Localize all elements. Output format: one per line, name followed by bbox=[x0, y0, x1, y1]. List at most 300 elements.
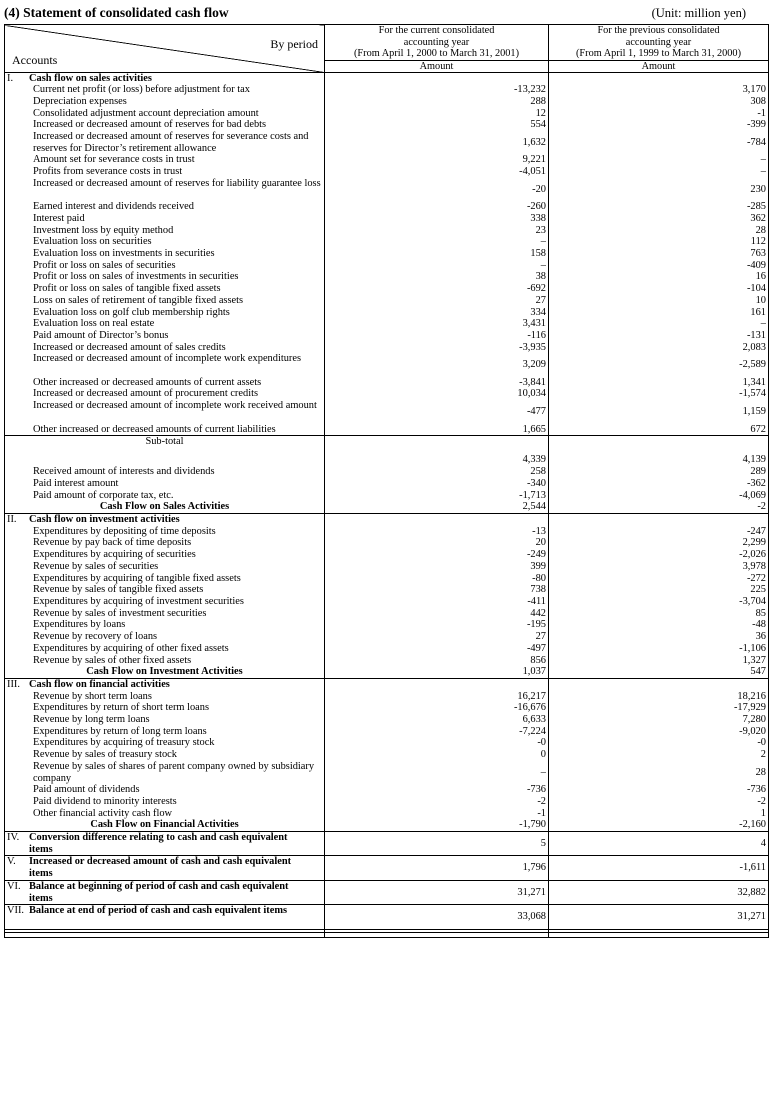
account-cell bbox=[5, 424, 325, 436]
section-number: II. bbox=[7, 514, 17, 526]
previous-amount-cell bbox=[549, 72, 769, 84]
previous-amount-cell: 10 bbox=[549, 295, 769, 307]
summary-row bbox=[5, 905, 769, 929]
previous-period-line-2: accounting year bbox=[625, 36, 692, 48]
previous-amount-cell: 4,139 bbox=[549, 436, 769, 467]
account-cell bbox=[5, 537, 325, 549]
account-label: Revenue by sales of treasury stock bbox=[33, 749, 177, 761]
current-amount-cell bbox=[325, 72, 549, 84]
account-cell bbox=[5, 702, 325, 714]
account-label: Expenditures by acquiring of securities bbox=[33, 549, 196, 561]
line-item-row bbox=[5, 96, 769, 108]
previous-amount-cell: 289 bbox=[549, 466, 769, 478]
previous-amount-cell: -272 bbox=[549, 573, 769, 585]
account-cell bbox=[5, 596, 325, 608]
current-amount-cell: 3,431 bbox=[325, 318, 549, 330]
account-cell bbox=[5, 749, 325, 761]
account-label: Cash Flow on Financial Activities bbox=[90, 819, 239, 831]
previous-amount-cell: 16 bbox=[549, 271, 769, 283]
section-label: Cash flow on financial activities bbox=[29, 678, 170, 690]
previous-period-header bbox=[549, 25, 769, 61]
current-amount-cell: 6,633 bbox=[325, 714, 549, 726]
previous-period-line-3: (From April 1, 1999 to March 31, 2000) bbox=[575, 48, 742, 59]
account-label: Expenditures by acquiring of tangible fixed assets bbox=[33, 572, 241, 584]
account-cell bbox=[5, 678, 325, 690]
summary-number: VII. bbox=[7, 905, 25, 917]
subtotal-row bbox=[5, 436, 769, 467]
current-amount-cell: -3,841 bbox=[325, 377, 549, 389]
current-amount-cell: – bbox=[325, 260, 549, 272]
account-label: Interest paid bbox=[33, 212, 85, 224]
account-label: Investment loss by equity method bbox=[33, 224, 174, 236]
account-cell bbox=[5, 726, 325, 738]
previous-amount-cell: 362 bbox=[549, 213, 769, 225]
account-label: Evaluation loss on securities bbox=[33, 236, 152, 248]
line-item-row bbox=[5, 201, 769, 213]
account-cell bbox=[5, 213, 325, 225]
account-label: Increased or decreased amount of incomplete work expenditures bbox=[33, 353, 302, 365]
account-label: Depreciation expenses bbox=[33, 95, 127, 107]
previous-amount-cell: – bbox=[549, 318, 769, 330]
account-label: Expenditures by return of long term loans bbox=[33, 725, 207, 737]
account-cell bbox=[5, 248, 325, 260]
previous-amount-cell: 112 bbox=[549, 236, 769, 248]
account-cell bbox=[5, 643, 325, 655]
current-amount-cell bbox=[325, 678, 549, 690]
previous-period-line-1: For the previous consolidated bbox=[597, 25, 720, 36]
line-item-row bbox=[5, 295, 769, 307]
line-item-row bbox=[5, 608, 769, 620]
header-row bbox=[5, 25, 769, 61]
accounts-label: Accounts bbox=[12, 53, 58, 67]
account-cell bbox=[5, 342, 325, 354]
current-amount-cell: 258 bbox=[325, 466, 549, 478]
account-label: Revenue by sales of tangible fixed assets bbox=[33, 584, 204, 596]
current-amount-cell: -13,232 bbox=[325, 84, 549, 96]
summary-row bbox=[5, 880, 769, 904]
account-label: Expenditures by acquiring of investment securities bbox=[33, 595, 244, 607]
account-label: Paid amount of dividends bbox=[33, 784, 140, 796]
current-amount-cell: 399 bbox=[325, 561, 549, 573]
current-amount-cell: 442 bbox=[325, 608, 549, 620]
current-amount-cell: -13 bbox=[325, 526, 549, 538]
current-amount-cell: -3,935 bbox=[325, 342, 549, 354]
account-cell bbox=[5, 154, 325, 166]
current-amount-cell: -116 bbox=[325, 330, 549, 342]
current-amount-cell: -4,051 bbox=[325, 166, 549, 178]
account-label: Revenue by sales of shares of parent company owned by subsidiary company bbox=[33, 760, 315, 784]
account-cell bbox=[5, 388, 325, 400]
account-label: Paid amount of Director’s bonus bbox=[33, 329, 169, 341]
current-amount-cell: -1 bbox=[325, 808, 549, 820]
section-total-row bbox=[5, 501, 769, 513]
line-item-row bbox=[5, 131, 769, 154]
closing-rule-row bbox=[5, 932, 769, 937]
current-amount-cell: -692 bbox=[325, 283, 549, 295]
account-cell bbox=[5, 561, 325, 573]
section-heading-row bbox=[5, 514, 769, 526]
current-amount-cell: 3,209 bbox=[325, 353, 549, 376]
account-label: Evaluation loss on investments in securities bbox=[33, 248, 215, 260]
line-item-row bbox=[5, 178, 769, 201]
current-amount-cell: 27 bbox=[325, 631, 549, 643]
title-row bbox=[4, 5, 774, 21]
current-amount-cell: 1,796 bbox=[325, 856, 549, 880]
account-label: Paid amount of corporate tax, etc. bbox=[33, 489, 174, 501]
summary-label: Balance at beginning of period of cash and cash equivalent items bbox=[29, 880, 289, 904]
account-cell bbox=[5, 796, 325, 808]
account-cell bbox=[5, 96, 325, 108]
previous-amount-cell: -247 bbox=[549, 526, 769, 538]
previous-amount-cell: -736 bbox=[549, 784, 769, 796]
section-heading-row bbox=[5, 678, 769, 690]
current-amount-cell: -7,224 bbox=[325, 726, 549, 738]
previous-amount-cell: -1 bbox=[549, 108, 769, 120]
account-label: Expenditures by loans bbox=[33, 619, 126, 631]
account-label: Evaluation loss on real estate bbox=[33, 318, 155, 330]
account-cell bbox=[5, 655, 325, 667]
previous-amount-cell: 1,327 bbox=[549, 655, 769, 667]
line-item-row bbox=[5, 490, 769, 502]
previous-amount-cell: -3,704 bbox=[549, 596, 769, 608]
section-total-row bbox=[5, 819, 769, 831]
line-item-row bbox=[5, 726, 769, 738]
line-item-row bbox=[5, 596, 769, 608]
current-amount-cell: -249 bbox=[325, 549, 549, 561]
current-amount-cell: 2,544 bbox=[325, 501, 549, 513]
account-cell bbox=[5, 584, 325, 596]
account-cell bbox=[5, 808, 325, 820]
previous-amount-cell: -399 bbox=[549, 119, 769, 131]
account-cell bbox=[5, 330, 325, 342]
line-item-row bbox=[5, 808, 769, 820]
previous-amount-cell: -9,020 bbox=[549, 726, 769, 738]
previous-amount-cell: 3,978 bbox=[549, 561, 769, 573]
previous-amount-cell: – bbox=[549, 154, 769, 166]
current-amount-cell: -477 bbox=[325, 400, 549, 423]
current-amount-cell: 1,665 bbox=[325, 424, 549, 436]
account-label: Profit or loss on sales of securities bbox=[33, 259, 176, 271]
account-cell bbox=[5, 478, 325, 490]
account-cell bbox=[5, 260, 325, 272]
account-cell bbox=[5, 131, 325, 154]
account-cell bbox=[5, 400, 325, 423]
current-amount-cell: -2 bbox=[325, 796, 549, 808]
current-amount-cell: 1,632 bbox=[325, 131, 549, 154]
current-amount-cell: 158 bbox=[325, 248, 549, 260]
account-cell bbox=[5, 353, 325, 376]
account-cell bbox=[5, 737, 325, 749]
account-cell bbox=[5, 832, 325, 856]
previous-amount-cell: 2 bbox=[549, 749, 769, 761]
line-item-row bbox=[5, 283, 769, 295]
line-item-row bbox=[5, 749, 769, 761]
account-cell bbox=[5, 619, 325, 631]
account-cell bbox=[5, 307, 325, 319]
current-amount-cell: -1,713 bbox=[325, 490, 549, 502]
previous-amount-cell: 85 bbox=[549, 608, 769, 620]
current-amount-cell: -16,676 bbox=[325, 702, 549, 714]
line-item-row bbox=[5, 537, 769, 549]
account-cell bbox=[5, 295, 325, 307]
account-label: Revenue by long term loans bbox=[33, 714, 150, 726]
current-amount-cell: 38 bbox=[325, 271, 549, 283]
section-label: Cash flow on investment activities bbox=[29, 514, 180, 526]
account-cell bbox=[5, 119, 325, 131]
account-cell bbox=[5, 236, 325, 248]
account-label: Expenditures by return of short term loans bbox=[33, 702, 210, 714]
previous-amount-cell bbox=[549, 514, 769, 526]
line-item-row bbox=[5, 248, 769, 260]
summary-number: IV. bbox=[7, 832, 20, 844]
account-cell bbox=[5, 201, 325, 213]
previous-amount-cell: 672 bbox=[549, 424, 769, 436]
line-item-row bbox=[5, 166, 769, 178]
summary-number: VI. bbox=[7, 880, 21, 892]
current-amount-cell: -80 bbox=[325, 573, 549, 585]
account-cell bbox=[5, 436, 325, 467]
line-item-row bbox=[5, 466, 769, 478]
summary-row bbox=[5, 856, 769, 880]
previous-amount-cell: 28 bbox=[549, 225, 769, 237]
current-amount-cell: 5 bbox=[325, 832, 549, 856]
previous-amount-cell: -2,026 bbox=[549, 549, 769, 561]
current-period-line-2: accounting year bbox=[403, 36, 470, 48]
previous-amount-cell: – bbox=[549, 166, 769, 178]
account-label: Increased or decreased amount of reserves for bad debts bbox=[33, 119, 267, 131]
current-amount-cell: -340 bbox=[325, 478, 549, 490]
account-label: Loss on sales of retirement of tangible fixed assets bbox=[33, 294, 244, 306]
account-label: Increased or decreased amount of incomplete work received amount bbox=[33, 400, 317, 412]
section-total-row bbox=[5, 666, 769, 678]
account-label: Profit or loss on sales of tangible fixed assets bbox=[33, 283, 221, 295]
current-amount-cell: -195 bbox=[325, 619, 549, 631]
account-label: Other increased or decreased amounts of current liabilities bbox=[33, 423, 276, 435]
account-cell bbox=[5, 714, 325, 726]
account-cell bbox=[5, 178, 325, 201]
account-cell bbox=[5, 271, 325, 283]
account-label: Revenue by sales of securities bbox=[33, 560, 159, 572]
account-cell bbox=[5, 514, 325, 526]
previous-amount-cell: -1,611 bbox=[549, 856, 769, 880]
previous-amount-cell: -104 bbox=[549, 283, 769, 295]
account-cell bbox=[5, 108, 325, 120]
previous-amount-cell: -48 bbox=[549, 619, 769, 631]
account-label: Evaluation loss on golf club membership rights bbox=[33, 306, 230, 318]
account-label: Revenue by short term loans bbox=[33, 690, 152, 702]
section-label: Cash flow on sales activities bbox=[29, 72, 152, 84]
section-number: III. bbox=[7, 678, 20, 690]
current-amount-cell: -20 bbox=[325, 178, 549, 201]
account-cell bbox=[5, 466, 325, 478]
current-amount-cell: 4,339 bbox=[325, 436, 549, 467]
current-amount-cell: -736 bbox=[325, 784, 549, 796]
closing-rule-cell bbox=[549, 932, 769, 937]
account-cell bbox=[5, 377, 325, 389]
account-label: Revenue by sales of investment securities bbox=[33, 607, 207, 619]
current-amount-cell: 31,271 bbox=[325, 880, 549, 904]
current-amount-cell: 288 bbox=[325, 96, 549, 108]
line-item-row bbox=[5, 761, 769, 784]
previous-amount-cell: 225 bbox=[549, 584, 769, 596]
current-period-line-3: (From April 1, 2000 to March 31, 2001) bbox=[353, 48, 520, 59]
previous-amount-cell: -2,589 bbox=[549, 353, 769, 376]
previous-amount-cell: 4 bbox=[549, 832, 769, 856]
line-item-row bbox=[5, 154, 769, 166]
previous-amount-cell: 2,083 bbox=[549, 342, 769, 354]
previous-amount-header: Amount bbox=[549, 60, 769, 72]
previous-amount-cell: -2,160 bbox=[549, 819, 769, 831]
line-item-row bbox=[5, 342, 769, 354]
by-period-label: By period bbox=[270, 37, 318, 51]
closing-rule-cell bbox=[5, 932, 325, 937]
account-cell bbox=[5, 526, 325, 538]
line-item-row bbox=[5, 271, 769, 283]
account-cell bbox=[5, 501, 325, 513]
section-heading-row bbox=[5, 72, 769, 84]
current-amount-cell: 338 bbox=[325, 213, 549, 225]
previous-amount-cell: -131 bbox=[549, 330, 769, 342]
previous-amount-cell: 28 bbox=[549, 761, 769, 784]
line-item-row bbox=[5, 84, 769, 96]
previous-amount-cell: 36 bbox=[549, 631, 769, 643]
accounts-header-cell bbox=[5, 25, 325, 73]
current-amount-cell: 27 bbox=[325, 295, 549, 307]
previous-amount-cell: 2,299 bbox=[549, 537, 769, 549]
line-item-row bbox=[5, 737, 769, 749]
current-amount-cell: 16,217 bbox=[325, 691, 549, 703]
previous-amount-cell: -2 bbox=[549, 796, 769, 808]
account-label: Paid dividend to minority interests bbox=[33, 795, 177, 807]
previous-amount-cell: -0 bbox=[549, 737, 769, 749]
account-label: Other financial activity cash flow bbox=[33, 807, 173, 819]
line-item-row bbox=[5, 119, 769, 131]
previous-amount-cell: -409 bbox=[549, 260, 769, 272]
line-item-row bbox=[5, 353, 769, 376]
current-amount-cell: – bbox=[325, 761, 549, 784]
line-item-row bbox=[5, 213, 769, 225]
line-item-row bbox=[5, 377, 769, 389]
account-cell bbox=[5, 225, 325, 237]
previous-amount-cell: 161 bbox=[549, 307, 769, 319]
current-amount-cell: – bbox=[325, 236, 549, 248]
line-item-row bbox=[5, 561, 769, 573]
account-label: Revenue by pay back of time deposits bbox=[33, 537, 192, 549]
current-period-line-1: For the current consolidated bbox=[378, 25, 495, 36]
previous-amount-cell: -2 bbox=[549, 501, 769, 513]
current-amount-cell: 554 bbox=[325, 119, 549, 131]
previous-amount-cell: 1 bbox=[549, 808, 769, 820]
summary-row bbox=[5, 832, 769, 856]
current-amount-header: Amount bbox=[325, 60, 549, 72]
line-item-row bbox=[5, 526, 769, 538]
account-label: Increased or decreased amount of procurement credits bbox=[33, 388, 259, 400]
previous-amount-cell: -1,106 bbox=[549, 643, 769, 655]
current-amount-cell: 856 bbox=[325, 655, 549, 667]
line-item-row bbox=[5, 784, 769, 796]
previous-amount-cell: 32,882 bbox=[549, 880, 769, 904]
account-label: Consolidated adjustment account depreciation amount bbox=[33, 107, 259, 119]
account-label: Profits from severance costs in trust bbox=[33, 166, 183, 178]
account-label: Paid interest amount bbox=[33, 477, 119, 489]
account-label: Expenditures by acquiring of treasury stock bbox=[33, 737, 215, 749]
current-amount-cell: 23 bbox=[325, 225, 549, 237]
line-item-row bbox=[5, 796, 769, 808]
account-label: Amount set for severance costs in trust bbox=[33, 154, 195, 166]
account-cell bbox=[5, 819, 325, 831]
previous-amount-cell: 3,170 bbox=[549, 84, 769, 96]
line-item-row bbox=[5, 318, 769, 330]
account-label: Earned interest and dividends received bbox=[33, 201, 194, 213]
account-cell bbox=[5, 608, 325, 620]
account-label: Increased or decreased amount of reserves for liability guarantee loss bbox=[33, 177, 321, 189]
account-cell bbox=[5, 761, 325, 784]
line-item-row bbox=[5, 330, 769, 342]
account-cell bbox=[5, 283, 325, 295]
line-item-row bbox=[5, 225, 769, 237]
previous-amount-cell: 763 bbox=[549, 248, 769, 260]
line-item-row bbox=[5, 424, 769, 436]
closing-rule-cell bbox=[325, 932, 549, 937]
account-label: Sub-total bbox=[145, 436, 184, 448]
account-cell bbox=[5, 691, 325, 703]
previous-amount-cell: 7,280 bbox=[549, 714, 769, 726]
current-amount-cell: 10,034 bbox=[325, 388, 549, 400]
current-period-header bbox=[325, 25, 549, 61]
account-cell bbox=[5, 84, 325, 96]
previous-amount-cell: 1,341 bbox=[549, 377, 769, 389]
current-amount-cell: 1,037 bbox=[325, 666, 549, 678]
line-item-row bbox=[5, 549, 769, 561]
account-cell bbox=[5, 784, 325, 796]
current-amount-cell: -497 bbox=[325, 643, 549, 655]
account-cell bbox=[5, 666, 325, 678]
line-item-row bbox=[5, 388, 769, 400]
line-item-row bbox=[5, 573, 769, 585]
account-label: Revenue by recovery of loans bbox=[33, 631, 158, 643]
account-label: Current net profit (or loss) before adjustment for tax bbox=[33, 84, 250, 96]
account-cell bbox=[5, 631, 325, 643]
line-item-row bbox=[5, 108, 769, 120]
line-item-row bbox=[5, 643, 769, 655]
previous-amount-cell: 1,159 bbox=[549, 400, 769, 423]
line-item-row bbox=[5, 631, 769, 643]
line-item-row bbox=[5, 478, 769, 490]
account-label: Other increased or decreased amounts of current assets bbox=[33, 376, 262, 388]
unit-label: (Unit: million yen) bbox=[651, 6, 746, 20]
line-item-row bbox=[5, 619, 769, 631]
line-item-row bbox=[5, 714, 769, 726]
previous-amount-cell: -285 bbox=[549, 201, 769, 213]
account-label: Cash Flow on Sales Activities bbox=[99, 501, 230, 513]
cash-flow-table bbox=[4, 24, 769, 938]
current-amount-cell: 33,068 bbox=[325, 905, 549, 929]
previous-amount-cell: 547 bbox=[549, 666, 769, 678]
account-label: Increased or decreased amount of sales credits bbox=[33, 341, 226, 353]
account-cell bbox=[5, 880, 325, 904]
account-cell bbox=[5, 573, 325, 585]
account-label: Cash Flow on Investment Activities bbox=[86, 666, 243, 678]
line-item-row bbox=[5, 655, 769, 667]
summary-number: V. bbox=[7, 856, 16, 868]
previous-amount-cell: 31,271 bbox=[549, 905, 769, 929]
previous-amount-cell: -784 bbox=[549, 131, 769, 154]
account-label: Received amount of interests and dividends bbox=[33, 466, 215, 478]
account-cell bbox=[5, 318, 325, 330]
line-item-row bbox=[5, 307, 769, 319]
summary-label: Increased or decreased amount of cash and cash equivalent items bbox=[29, 856, 292, 880]
previous-amount-cell: 18,216 bbox=[549, 691, 769, 703]
